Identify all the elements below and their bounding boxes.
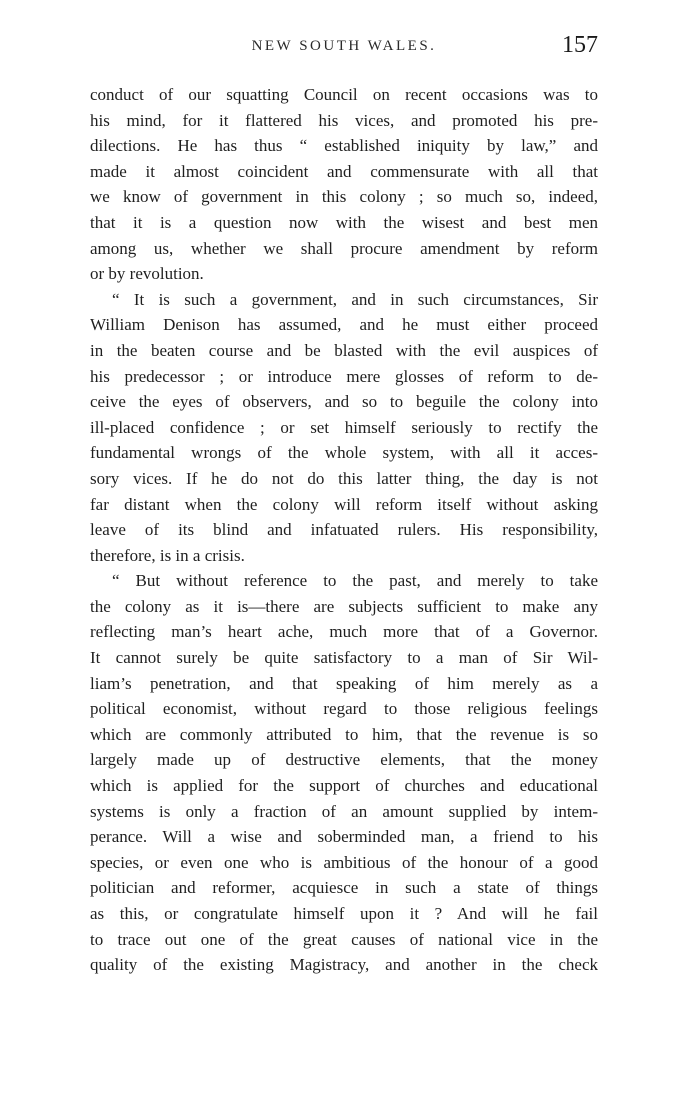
text-line: the colony as it is—there are subjects sufficient to make any (90, 596, 598, 616)
text-line: politician and reformer, acquiesce in such a state of things (90, 878, 598, 898)
text-line: or by revolution. (90, 264, 204, 284)
text-line: largely made up of destructive elements, that the money (90, 750, 598, 770)
text-line: “ But without reference to the past, and merely to take (112, 571, 598, 591)
text-line: which are commonly attributed to him, that the revenue is so (90, 724, 598, 744)
running-head (90, 32, 598, 64)
text-line: leave of its blind and infatuated rulers. His responsibility, (90, 520, 598, 540)
text-line: liam’s penetration, and that speaking of him merely as a (90, 673, 598, 693)
text-line: dilections. He has thus “ established iniquity by law,” and (90, 136, 598, 156)
text-line: his mind, for it flattered his vices, and promoted his pre- (90, 110, 598, 130)
text-line: far distant when the colony will reform itself without asking (90, 494, 598, 514)
text-line: sory vices. If he do not do this latter thing, the day is not (90, 468, 598, 488)
text-line: “ It is such a government, and in such circumstances, Sir (112, 289, 598, 309)
text-line: to trace out one of the great causes of national vice in the (90, 929, 598, 949)
text-line: perance. Will a wise and soberminded man, a friend to his (90, 827, 598, 847)
body-text (90, 82, 598, 978)
text-line: which is applied for the support of churches and educational (90, 776, 598, 796)
text-line: conduct of our squatting Council on recent occasions was to (90, 85, 598, 104)
text-line: ill-placed confidence ; or set himself seriously to rectify the (90, 417, 598, 437)
text-line: made it almost coincident and commensurate with all that (90, 161, 598, 181)
text-line: ceive the eyes of observers, and so to beguile the colony into (90, 392, 598, 412)
page-number: 157 (562, 32, 598, 58)
text-line: among us, whether we shall procure amendment by reform (90, 238, 598, 258)
text-line: in the beaten course and be blasted with the evil auspices of (90, 340, 598, 360)
text-line: we know of government in this colony ; so much so, indeed, (90, 187, 598, 207)
text-line: reflecting man’s heart ache, much more that of a Governor. (90, 622, 598, 642)
text-line: that it is a question now with the wisest and best men (90, 212, 598, 232)
text-line: as this, or congratulate himself upon it ? And will he fail (90, 904, 598, 923)
text-line: quality of the existing Magistracy, and another in the check (90, 955, 598, 975)
text-line: species, or even one who is ambitious of the honour of a good (90, 852, 598, 872)
running-title: NEW SOUTH WALES. (251, 38, 437, 54)
text-line: systems is only a fraction of an amount supplied by intem- (90, 801, 598, 821)
text-line: political economist, without regard to those religious feelings (90, 699, 598, 719)
text-line: therefore, is in a crisis. (90, 545, 245, 565)
text-line: William Denison has assumed, and he must either proceed (90, 315, 598, 335)
text-line: fundamental wrongs of the whole system, with all it acces- (90, 443, 598, 463)
text-line: his predecessor ; or introduce mere glosses of reform to de- (90, 366, 598, 386)
text-line: It cannot surely be quite satisfactory to a man of Sir Wil- (90, 648, 598, 668)
